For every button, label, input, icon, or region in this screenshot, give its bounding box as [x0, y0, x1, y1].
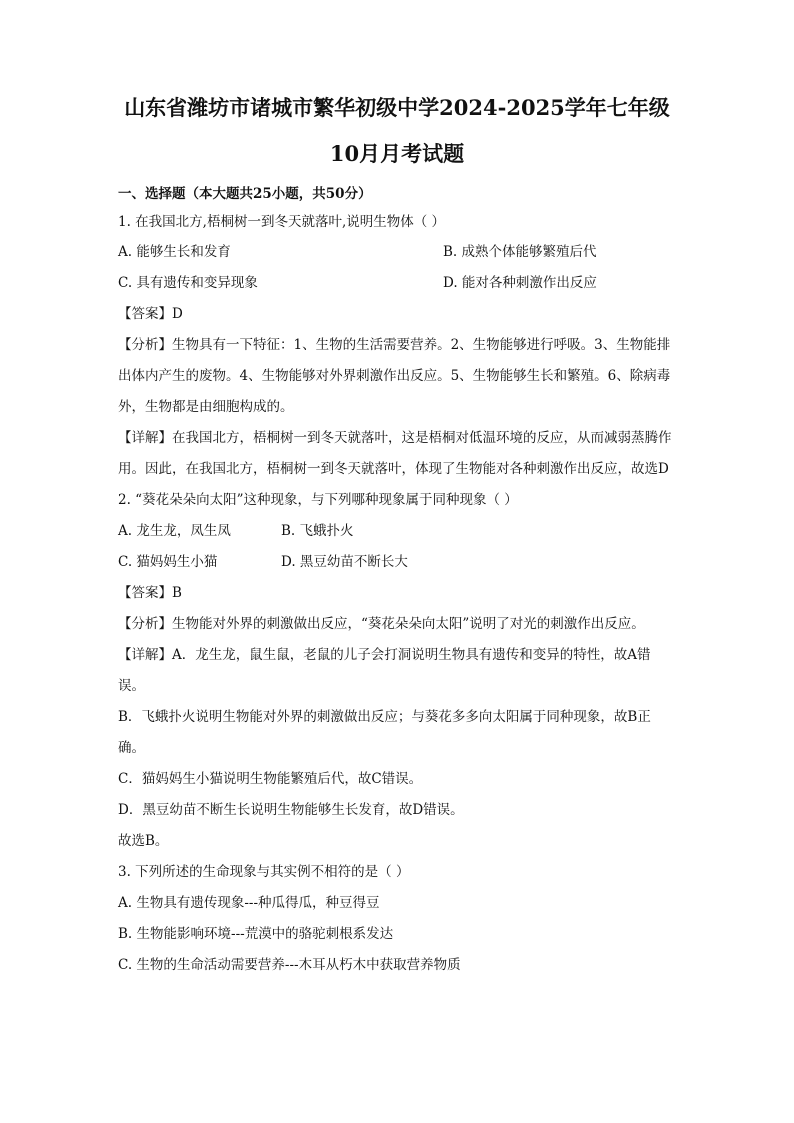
document-title-line1: 山东省潍坊市诸城市繁华初级中学2024-2025学年七年级 [124, 95, 670, 120]
question-1-option-c: C. 具有遗传和变异现象 [118, 275, 258, 291]
question-2-option-b: B. 飞蛾扑火 [281, 523, 354, 539]
question-3-option-b: B. 生物能影响环境---荒漠中的骆驼刺根系发达 [118, 926, 394, 942]
question-1-option-b: B. 成熟个体能够繁殖后代 [443, 244, 597, 260]
question-2-detail-d: D．黑豆幼苗不断生长说明生物能够生长发育，故D错误。 [118, 802, 464, 818]
question-2-option-a: A. 龙生龙，凤生凤 [118, 523, 231, 539]
question-2-answer: 【答案】B [118, 585, 182, 601]
question-2-option-d: D. 黑豆幼苗不断长大 [281, 554, 408, 570]
question-2-option-c: C. 猫妈妈生小猫 [118, 554, 218, 570]
question-2-analysis: 【分析】生物能对外界的刺激做出反应，“葵花朵朵向太阳”说明了对光的刺激作出反应。 [118, 616, 645, 632]
question-2-stem: 2. “葵花朵朵向太阳”这种现象，与下列哪种现象属于同种现象（ ） [118, 492, 518, 508]
question-1-options-row1 [118, 237, 676, 268]
question-1-options-row2 [118, 268, 676, 299]
question-1-answer: 【答案】D [118, 306, 183, 322]
document-title-line2: 10月月考试题 [329, 141, 465, 166]
question-2-detail-a: 【详解】A．龙生龙，鼠生鼠，老鼠的儿子会打洞说明生物具有遗传和变异的特性，故A错误。 [118, 647, 651, 694]
question-1-analysis: 【分析】生物具有一下特征：1、生物的生活需要营养。2、生物能够进行呼吸。3、生物能排出体内产生的废物。4、生物能够对外界刺激作出反应。5、生物能够生长和繁殖。6、除病毒外，生物都是由细胞构成的。 [118, 337, 671, 415]
question-1-detail: 【详解】在我国北方，梧桐树一到冬天就落叶，这是梧桐对低温环境的反应，从而减弱蒸腾作用。因此，在我国北方，梧桐树一到冬天就落叶，体现了生物能对各种刺激作出反应，故选D [118, 430, 672, 477]
question-1-option-d: D. 能对各种刺激作出反应 [443, 275, 597, 291]
question-2-detail-b: B．飞蛾扑火说明生物能对外界的刺激做出反应；与葵花多多向太阳属于同种现象，故B正确。 [118, 709, 651, 756]
question-1-stem: 1. 在我国北方,梧桐树一到冬天就落叶,说明生物体（ ） [118, 214, 446, 230]
question-2-options-row1 [118, 516, 676, 547]
question-2-conclusion: 故选B。 [118, 833, 169, 849]
section-heading: 一、选择题（本大题共25小题，共50分） [118, 186, 372, 202]
question-3-option-a: A. 生物具有遗传现象---种瓜得瓜，种豆得豆 [118, 895, 380, 911]
question-1-option-a: A. 能够生长和发育 [118, 244, 231, 260]
question-2-options-row2 [118, 547, 676, 578]
question-3-stem: 3. 下列所述的生命现象与其实例不相符的是（ ） [118, 864, 410, 880]
question-2-detail-c: C．猫妈妈生小猫说明生物能繁殖后代，故C错误。 [118, 771, 423, 787]
question-3-option-c: C. 生物的生命活动需要营养---木耳从朽木中获取营养物质 [118, 957, 461, 973]
